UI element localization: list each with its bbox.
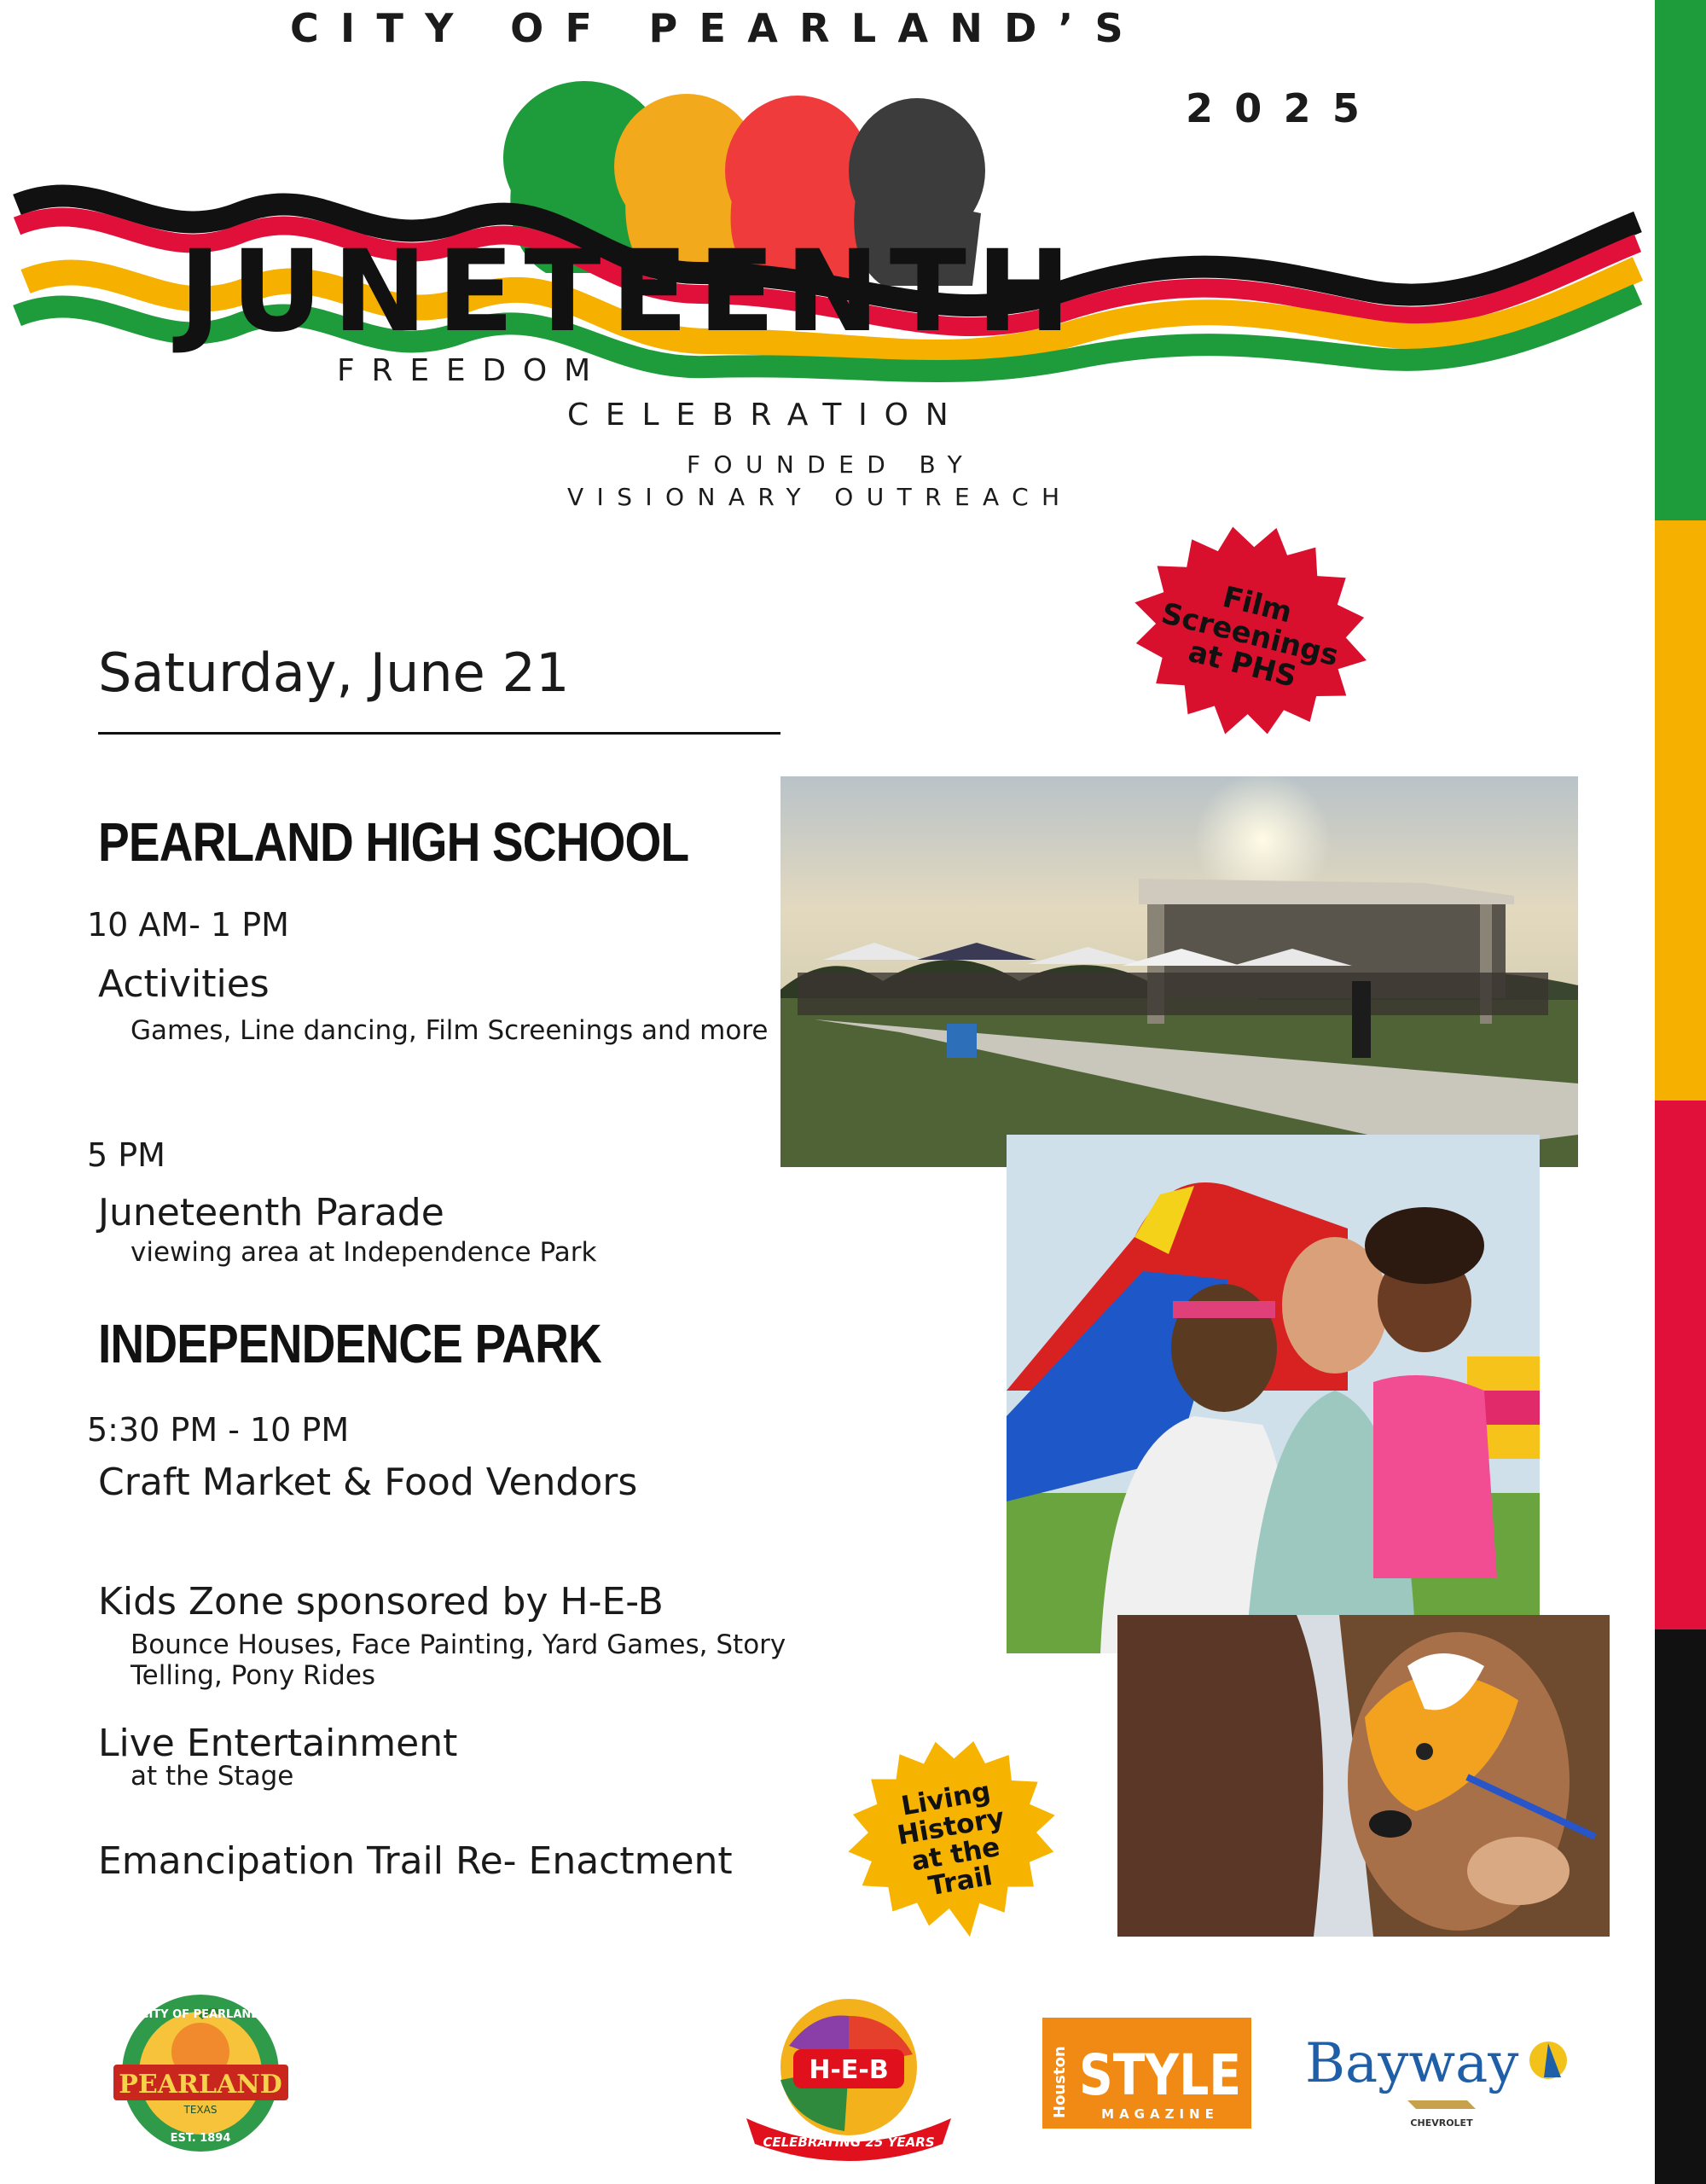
header-year: 2025 bbox=[1186, 85, 1382, 131]
date-underline bbox=[98, 732, 780, 735]
parade-detail: viewing area at Independence Park bbox=[131, 1237, 597, 1268]
parade-time: 5 PM bbox=[87, 1136, 165, 1174]
live-entertainment-label: Live Entertainment bbox=[98, 1722, 458, 1765]
color-stripe bbox=[1655, 0, 1706, 2184]
pearland-logo-name: PEARLAND bbox=[119, 2070, 282, 2100]
heb-logo-name: H-E-B bbox=[809, 2055, 889, 2085]
pearland-logo bbox=[109, 1992, 293, 2154]
living-history-badge bbox=[840, 1736, 1066, 1945]
film-screenings-badge bbox=[1109, 520, 1390, 751]
houston-style-houston: Houston bbox=[1051, 2046, 1069, 2118]
pearland-logo-state: TEXAS bbox=[183, 2104, 218, 2116]
header-founded-by: FOUNDED BY bbox=[687, 450, 976, 479]
venue-independence-park: INDEPENDENCE PARK bbox=[98, 1313, 601, 1374]
bayway-logo bbox=[1305, 2022, 1587, 2133]
heb-logo bbox=[742, 1995, 955, 2157]
header-freedom: FREEDOM bbox=[337, 353, 607, 388]
trail-reenactment-label: Emancipation Trail Re- Enactment bbox=[98, 1839, 733, 1883]
living-history-badge-text: Living History at the Trail bbox=[895, 1776, 1007, 1902]
independence-park-time: 5:30 PM - 10 PM bbox=[87, 1411, 350, 1449]
heb-logo-tagline: CELEBRATING 25 YEARS bbox=[763, 2135, 935, 2150]
event-date: Saturday, June 21 bbox=[98, 642, 570, 704]
houston-style-logo bbox=[1042, 2018, 1251, 2129]
houston-style-magazine: MAGAZINE bbox=[1101, 2106, 1219, 2122]
kids-zone-detail: Bounce Houses, Face Painting, Yard Games, Story Telling, Pony Rides bbox=[131, 1629, 786, 1691]
bayway-logo-brand: CHEVROLET bbox=[1410, 2117, 1473, 2129]
live-entertainment-detail: at the Stage bbox=[131, 1761, 294, 1792]
pearland-hs-time: 10 AM- 1 PM bbox=[87, 906, 289, 944]
activities-detail: Games, Line dancing, Film Screenings and more bbox=[131, 1015, 769, 1046]
header-line1: CITY OF PEARLAND’S bbox=[290, 5, 1145, 51]
juneteenth-title: JUNETEENTH bbox=[179, 226, 1082, 357]
photo-school-event bbox=[780, 776, 1578, 1167]
header-founder: VISIONARY OUTREACH bbox=[567, 483, 1073, 511]
vendors-label: Craft Market & Food Vendors bbox=[98, 1461, 638, 1504]
film-screenings-badge-text: Film Screenings at PHS bbox=[1158, 580, 1342, 694]
parade-label: Juneteenth Parade bbox=[98, 1191, 444, 1234]
houston-style-name: STYLE bbox=[1079, 2042, 1241, 2108]
pearland-logo-est: EST. 1894 bbox=[170, 2132, 231, 2145]
kids-zone-label: Kids Zone sponsored by H-E-B bbox=[98, 1580, 664, 1623]
photo-face-painting bbox=[1117, 1615, 1610, 1937]
pearland-logo-ring: CITY OF PEARLAND bbox=[140, 2008, 261, 2021]
photo-family bbox=[1007, 1135, 1540, 1653]
venue-pearland-hs: PEARLAND HIGH SCHOOL bbox=[98, 811, 689, 873]
header-celebration: CELEBRATION bbox=[567, 398, 966, 433]
bayway-logo-name: Bayway bbox=[1305, 2032, 1519, 2095]
activities-label: Activities bbox=[98, 962, 270, 1006]
